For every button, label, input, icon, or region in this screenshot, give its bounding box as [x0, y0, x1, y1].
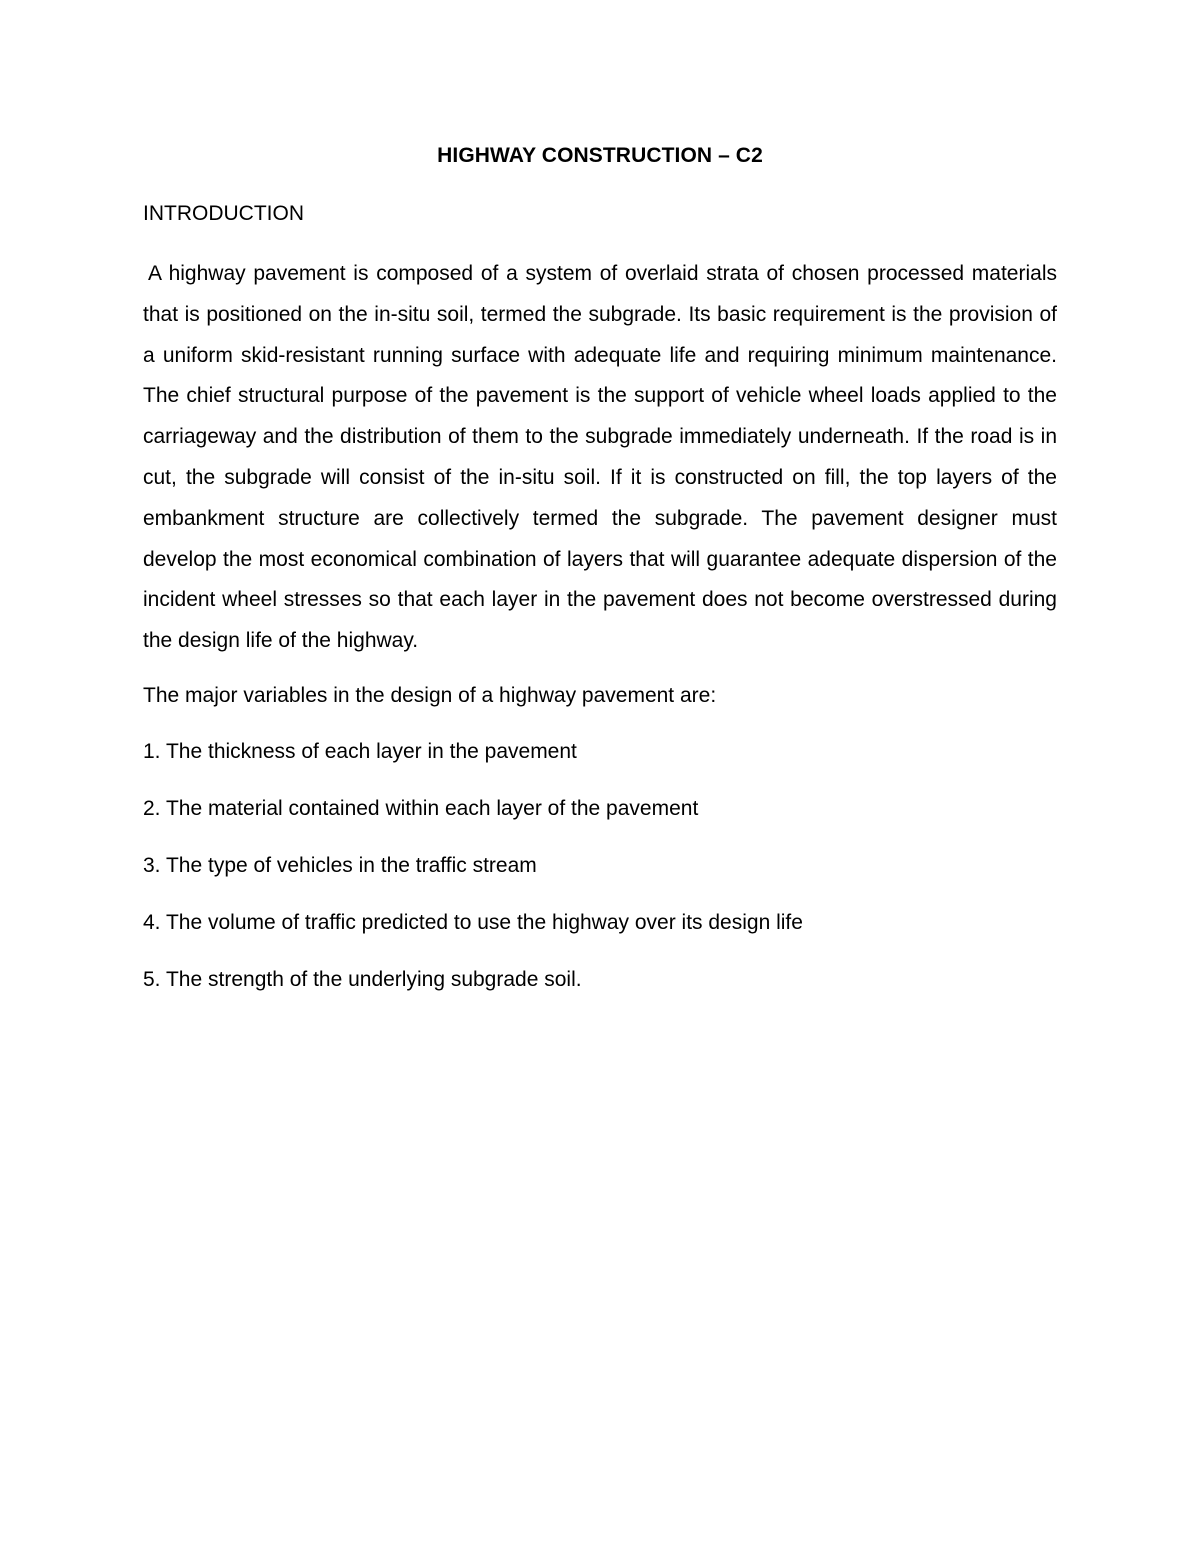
list-item-number: 4.	[143, 910, 161, 934]
section-heading-introduction: INTRODUCTION	[143, 202, 304, 225]
list-item-number: 1.	[143, 739, 161, 763]
list-item-text: The material contained within each layer of the pavement	[165, 796, 699, 820]
list-item	[143, 905, 1057, 941]
design-variables-list	[143, 734, 1057, 998]
intro-paragraph: A highway pavement is composed of a system of overlaid strata of chosen processed materials that is positioned on the in-situ soil, termed the subgrade. Its basic requirement is the provision of a uniform skid-resistant running surface with adequate life and requiring minimum maintenance. The chief structural purpose of the pavement is the support of vehicle wheel loads applied to the carriageway and the distribution of them to the subgrade immediately underneath. If the road is in cut, the subgrade will consist of the in-situ soil. If it is constructed on fill, the top layers of the embankment structure are collectively termed the subgrade. The pavement designer must develop the most economical combination of layers that will guarantee adequate dispersion of the incident wheel stresses so that each layer in the pavement does not become overstressed during the design life of the highway.	[143, 262, 1057, 653]
document-content	[143, 138, 1057, 1019]
list-item-number: 2.	[143, 796, 161, 820]
list-item-text: The strength of the underlying subgrade soil.	[165, 967, 582, 991]
variables-lead-text: The major variables in the design of a highway pavement are:	[143, 683, 717, 707]
list-item	[143, 962, 1057, 998]
list-item-text: The thickness of each layer in the pavement	[165, 739, 577, 763]
list-item	[143, 734, 1057, 770]
list-item-number: 5.	[143, 967, 161, 991]
list-item-text: The type of vehicles in the traffic stream	[165, 853, 537, 877]
list-item	[143, 848, 1057, 884]
list-item-number: 3.	[143, 853, 161, 877]
document-title: HIGHWAY CONSTRUCTION – C2	[437, 144, 763, 167]
list-item-text: The volume of traffic predicted to use the highway over its design life	[165, 910, 803, 934]
list-item	[143, 791, 1057, 827]
